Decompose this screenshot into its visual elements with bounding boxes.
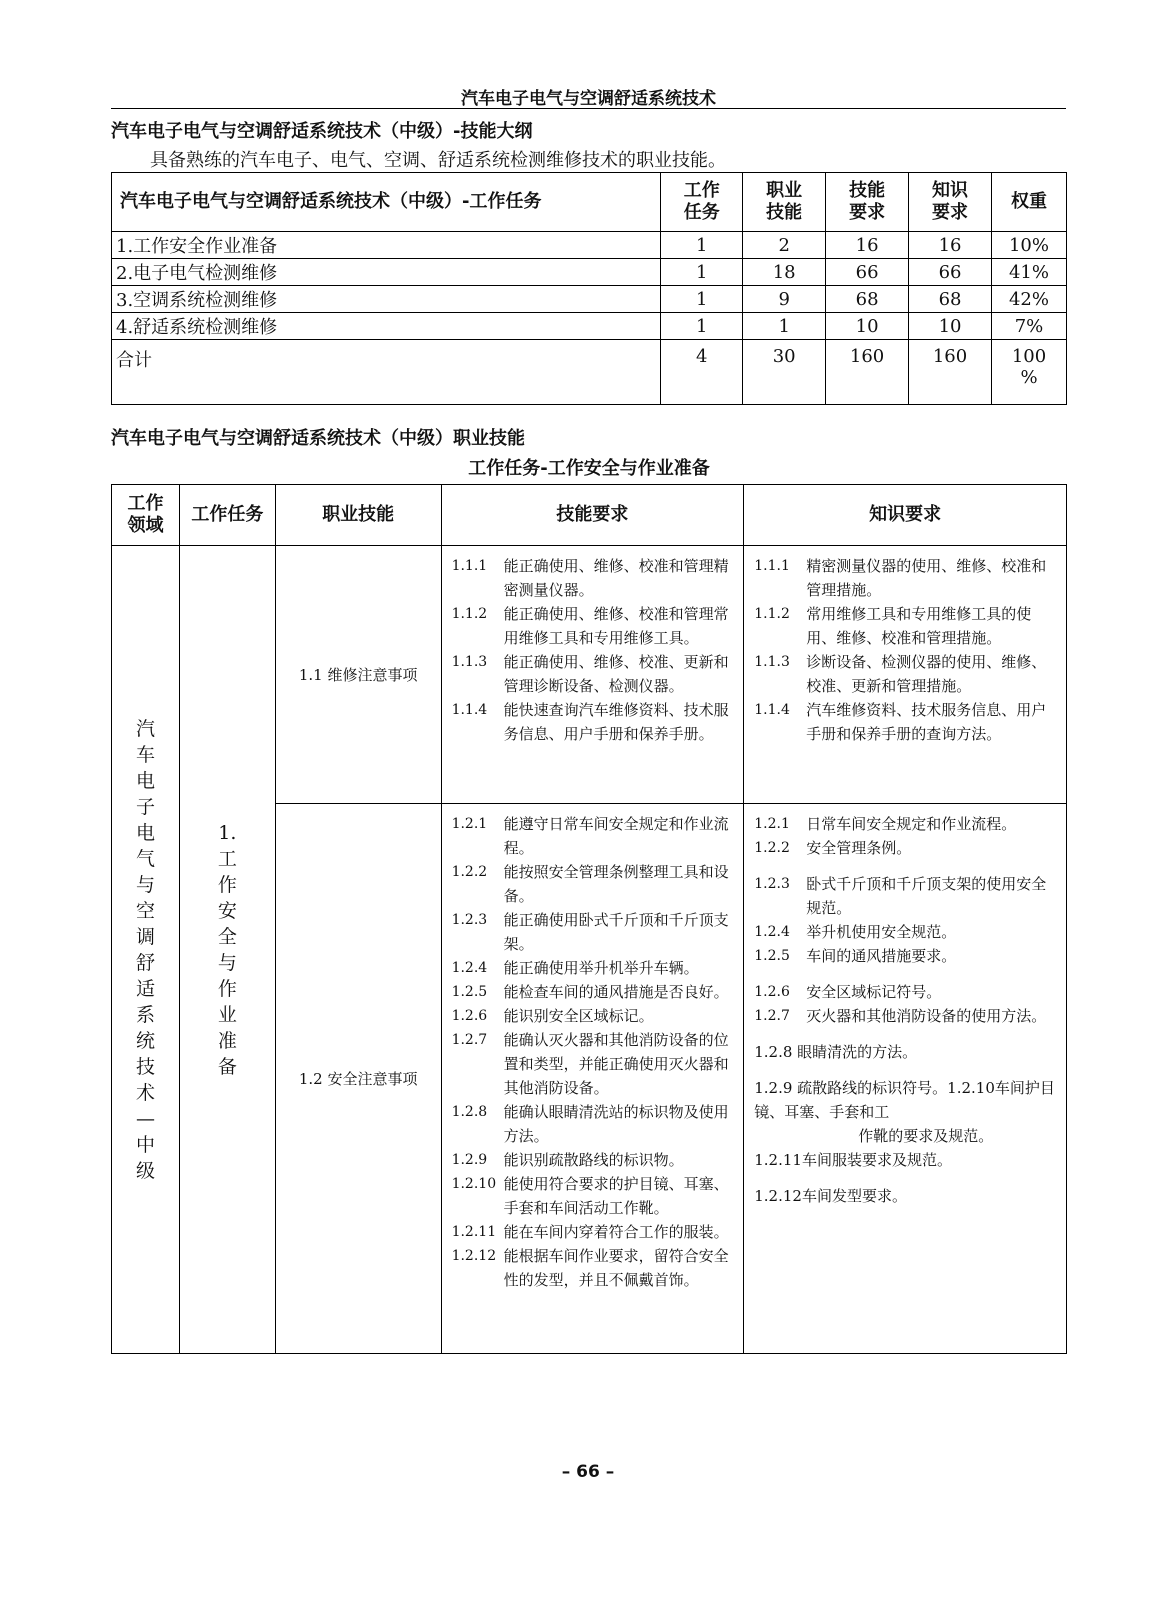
requirement-text: 能正确使用、维修、校准、更新和管理诊断设备、检测仪器。 (503, 653, 729, 695)
vertical-char: 统 (135, 1029, 155, 1052)
requirement-item (452, 554, 738, 602)
summary-value-cell: 41% (992, 259, 1067, 286)
requirement-text: 常用维修工具和专用维修工具的使用、维修、校准和管理措施。 (806, 605, 1032, 647)
vertical-char: 级 (135, 1159, 155, 1182)
requirement-item (754, 872, 1060, 920)
knowledge-requirements (744, 804, 1067, 1354)
page-number: – 66 – (561, 1462, 615, 1482)
requirement-text: 能正确使用、维修、校准和管理常用维修工具和专用维修工具。 (503, 605, 729, 647)
requirement-item (452, 650, 738, 698)
requirement-item (754, 812, 1060, 836)
requirement-number: 1.2.4 (754, 924, 790, 940)
summary-row (112, 313, 1067, 340)
summary-value-cell: 18 (743, 259, 826, 286)
requirement-text: 能确认灭火器和其他消防设备的位置和类型，并能正确使用灭火器和其他消防设备。 (503, 1031, 729, 1097)
requirement-text: 能正确使用举升机举升车辆。 (503, 959, 699, 977)
requirement-text: 1.2.8 眼睛清洗的方法。 (754, 1043, 918, 1061)
requirement-item (754, 650, 1060, 698)
skills-header-cell: 职业技能 (275, 485, 441, 546)
summary-value-cell: 1 (661, 232, 743, 259)
summary-row (112, 232, 1067, 259)
skill-name: 1.2 安全注意事项 (275, 804, 441, 1354)
requirement-item (452, 1172, 738, 1220)
requirement-item (754, 944, 1060, 968)
requirement-number: 1.1.2 (451, 606, 488, 622)
summary-total-row (112, 340, 1067, 405)
summary-value-cell: 42% (992, 286, 1067, 313)
requirement-number: 1.2.2 (451, 864, 488, 880)
summary-value-cell: 9 (743, 286, 826, 313)
summary-value-cell: 30 (743, 340, 826, 405)
vertical-char: 备 (217, 1055, 237, 1078)
requirement-number: 1.2.7 (451, 1032, 488, 1048)
vertical-char: 车 (135, 743, 155, 766)
requirement-text: 能识别疏散路线的标识物。 (503, 1151, 684, 1169)
requirement-number: 1.2.12 (451, 1248, 497, 1264)
requirement-item (754, 1004, 1060, 1028)
summary-value-cell: 160 (909, 340, 992, 405)
skill-requirements (441, 546, 744, 804)
requirement-number: 1.1.1 (451, 558, 488, 574)
vertical-char: 工 (217, 847, 237, 870)
skills-header-cell: 工作 领域 (112, 485, 180, 546)
summary-task-cell: 1.工作安全作业准备 (112, 232, 661, 259)
vertical-char: 术 (135, 1081, 155, 1104)
requirement-number: 1.2.4 (451, 960, 488, 976)
requirement-item (754, 1148, 1060, 1172)
requirement-item (754, 980, 1060, 1004)
requirement-number: 1.1.2 (754, 606, 790, 622)
vertical-char: 安 (217, 899, 237, 922)
requirement-text: 安全区域标记符号。 (806, 983, 942, 1001)
skills-header-cell: 技能要求 (441, 485, 744, 546)
requirement-number: 1.1.3 (754, 654, 790, 670)
header-rule (111, 108, 1066, 109)
summary-value-cell: 2 (743, 232, 826, 259)
summary-value-cell: 66 (909, 259, 992, 286)
requirement-number: 1.1.1 (754, 558, 790, 574)
summary-value-cell: 1 (743, 313, 826, 340)
summary-value-cell: 10 (909, 313, 992, 340)
summary-value-cell: 66 (826, 259, 909, 286)
vertical-char: 1. (218, 821, 237, 844)
requirement-number: 1.2.1 (754, 816, 790, 832)
summary-table (111, 172, 1067, 405)
summary-value-cell: 16 (909, 232, 992, 259)
running-header: 汽车电子电气与空调舒适系统技术 (461, 89, 716, 109)
summary-value-cell: 160 (826, 340, 909, 405)
summary-value-cell: 1 (661, 286, 743, 313)
requirement-item (754, 602, 1060, 650)
requirement-item (452, 1028, 738, 1100)
requirement-item (452, 860, 738, 908)
requirement-item (452, 1220, 738, 1244)
vertical-char: 与 (217, 951, 237, 974)
skill-requirements (441, 804, 744, 1354)
summary-value-cell: 68 (909, 286, 992, 313)
requirement-item (452, 698, 738, 746)
requirement-number: 1.2.2 (754, 840, 790, 856)
summary-header-cell: 职业 技能 (743, 173, 826, 232)
requirement-text: 车间的通风措施要求。 (806, 947, 957, 965)
requirement-number: 1.1.4 (754, 702, 790, 718)
vertical-char: 准 (217, 1029, 237, 1052)
summary-value-cell: 16 (826, 232, 909, 259)
requirement-text: 灭火器和其他消防设备的使用方法。 (806, 1007, 1047, 1025)
requirement-number: 1.2.6 (451, 1008, 488, 1024)
summary-header-cell: 汽车电子电气与空调舒适系统技术（中级）-工作任务 (112, 173, 661, 232)
vertical-char: 汽 (135, 717, 155, 740)
requirement-item (452, 1244, 738, 1292)
requirement-item (754, 920, 1060, 944)
requirement-number: 1.1.4 (451, 702, 488, 718)
requirement-item (452, 1004, 738, 1028)
summary-value-cell: 68 (826, 286, 909, 313)
requirement-item (452, 812, 738, 860)
vertical-char: 电 (135, 769, 155, 792)
summary-value-cell: 10% (992, 232, 1067, 259)
skills-header-cell: 工作任务 (179, 485, 275, 546)
vertical-char: — (135, 1107, 155, 1130)
vertical-char: 业 (217, 1003, 237, 1026)
summary-value-cell: 7% (992, 313, 1067, 340)
summary-header-cell: 技能 要求 (826, 173, 909, 232)
vertical-char: 调 (135, 925, 155, 948)
requirement-text: 日常车间安全规定和作业流程。 (806, 815, 1017, 833)
vertical-char: 电 (135, 821, 155, 844)
skill-name: 1.1 维修注意事项 (275, 546, 441, 804)
requirement-text: 1.2.11车间服装要求及规范。 (754, 1151, 952, 1169)
requirement-item (754, 554, 1060, 602)
skills-table (111, 484, 1067, 1354)
requirement-number: 1.2.10 (451, 1176, 497, 1192)
intro-paragraph: 具备熟练的汽车电子、电气、空调、舒适系统检测维修技术的职业技能。 (150, 150, 726, 171)
requirement-number: 1.2.9 (451, 1152, 488, 1168)
requirement-number: 1.2.11 (451, 1224, 497, 1240)
vertical-char: 空 (135, 899, 155, 922)
summary-header-row (112, 173, 1067, 232)
requirement-text: 1.2.12车间发型要求。 (754, 1187, 907, 1205)
summary-value-cell: 10 (826, 313, 909, 340)
requirement-text: 举升机使用安全规范。 (806, 923, 957, 941)
requirement-text: 能正确使用、维修、校准和管理精密测量仪器。 (503, 557, 729, 599)
requirement-item (452, 1100, 738, 1148)
requirement-text: 安全管理条例。 (806, 839, 912, 857)
requirement-text: 精密测量仪器的使用、维修、校准和管理措施。 (806, 557, 1047, 599)
requirement-number: 1.2.5 (754, 948, 790, 964)
requirement-item (452, 980, 738, 1004)
requirement-number: 1.2.5 (451, 984, 488, 1000)
summary-header-cell: 权重 (992, 173, 1067, 232)
summary-task-cell: 合计 (112, 340, 661, 405)
requirement-text: 能遵守日常车间安全规定和作业流程。 (503, 815, 729, 857)
requirement-number: 1.2.6 (754, 984, 790, 1000)
requirement-number: 1.2.8 (451, 1104, 488, 1120)
requirement-item (452, 602, 738, 650)
requirement-text: 能识别安全区域标记。 (503, 1007, 654, 1025)
vertical-char: 技 (135, 1055, 155, 1078)
requirement-text: 1.2.9 疏散路线的标识符号。1.2.10车间护目镜、耳塞、手套和工 (754, 1079, 1055, 1121)
knowledge-requirements (744, 546, 1067, 804)
vertical-char: 作 (217, 873, 237, 896)
requirement-item (754, 1124, 1060, 1148)
requirement-text: 能正确使用卧式千斤顶和千斤顶支架。 (503, 911, 729, 953)
requirement-text: 能按照安全管理条例整理工具和设备。 (503, 863, 729, 905)
requirement-item (452, 908, 738, 956)
requirement-item (754, 836, 1060, 860)
requirement-text: 能使用符合要求的护目镜、耳塞、手套和车间活动工作靴。 (503, 1175, 729, 1217)
summary-row (112, 259, 1067, 286)
summary-value-cell: 4 (661, 340, 743, 405)
skills-header-cell: 知识要求 (744, 485, 1067, 546)
requirement-text: 诊断设备、检测仪器的使用、维修、校准、更新和管理措施。 (806, 653, 1047, 695)
summary-value-cell: 100 % (992, 340, 1067, 405)
work-domain-cell (112, 546, 180, 1354)
vertical-char: 作 (217, 977, 237, 1000)
requirement-text: 能检查车间的通风措施是否良好。 (503, 983, 729, 1001)
summary-task-cell: 2.电子电气检测维修 (112, 259, 661, 286)
vertical-char: 舒 (135, 951, 155, 974)
requirement-text: 作靴的要求及规范。 (858, 1127, 994, 1145)
skills-table-subtitle: 工作任务-工作安全与作业准备 (468, 458, 710, 479)
requirement-text: 卧式千斤顶和千斤顶支架的使用安全规范。 (806, 875, 1047, 917)
requirement-item (452, 1148, 738, 1172)
skills-header-row (112, 485, 1067, 546)
requirement-number: 1.2.1 (451, 816, 488, 832)
summary-header-cell: 工作 任务 (661, 173, 743, 232)
vertical-char: 系 (135, 1003, 155, 1026)
requirement-text: 能确认眼睛清洗站的标识物及使用方法。 (503, 1103, 729, 1145)
summary-task-cell: 3.空调系统检测维修 (112, 286, 661, 313)
requirement-item (452, 956, 738, 980)
vertical-char: 中 (135, 1133, 155, 1156)
work-task-cell (179, 546, 275, 1354)
summary-value-cell: 1 (661, 313, 743, 340)
summary-value-cell: 1 (661, 259, 743, 286)
requirement-number: 1.1.3 (451, 654, 488, 670)
vertical-char: 全 (217, 925, 237, 948)
vertical-char: 适 (135, 977, 155, 1000)
requirement-text: 能根据车间作业要求，留符合安全性的发型，并且不佩戴首饰。 (503, 1247, 729, 1289)
vertical-char: 气 (135, 847, 155, 870)
requirement-text: 能快速查询汽车维修资料、技术服务信息、用户手册和保养手册。 (503, 701, 729, 743)
requirement-item (754, 1040, 1060, 1064)
summary-task-cell: 4.舒适系统检测维修 (112, 313, 661, 340)
vertical-char: 子 (135, 795, 155, 818)
skill-row-1-1 (112, 546, 1067, 804)
summary-header-cell: 知识 要求 (909, 173, 992, 232)
requirement-item (754, 1184, 1060, 1208)
skills-section-title: 汽车电子电气与空调舒适系统技术（中级）职业技能 (111, 428, 525, 449)
summary-row (112, 286, 1067, 313)
requirement-number: 1.2.7 (754, 1008, 790, 1024)
requirement-text: 能在车间内穿着符合工作的服装。 (503, 1223, 729, 1241)
requirement-item (754, 1076, 1060, 1124)
section-title: 汽车电子电气与空调舒适系统技术（中级）-技能大纲 (111, 121, 533, 142)
requirement-number: 1.2.3 (754, 876, 790, 892)
requirement-text: 汽车维修资料、技术服务信息、用户手册和保养手册的查询方法。 (806, 701, 1047, 743)
vertical-char: 与 (135, 873, 155, 896)
requirement-item (754, 698, 1060, 746)
requirement-number: 1.2.3 (451, 912, 488, 928)
